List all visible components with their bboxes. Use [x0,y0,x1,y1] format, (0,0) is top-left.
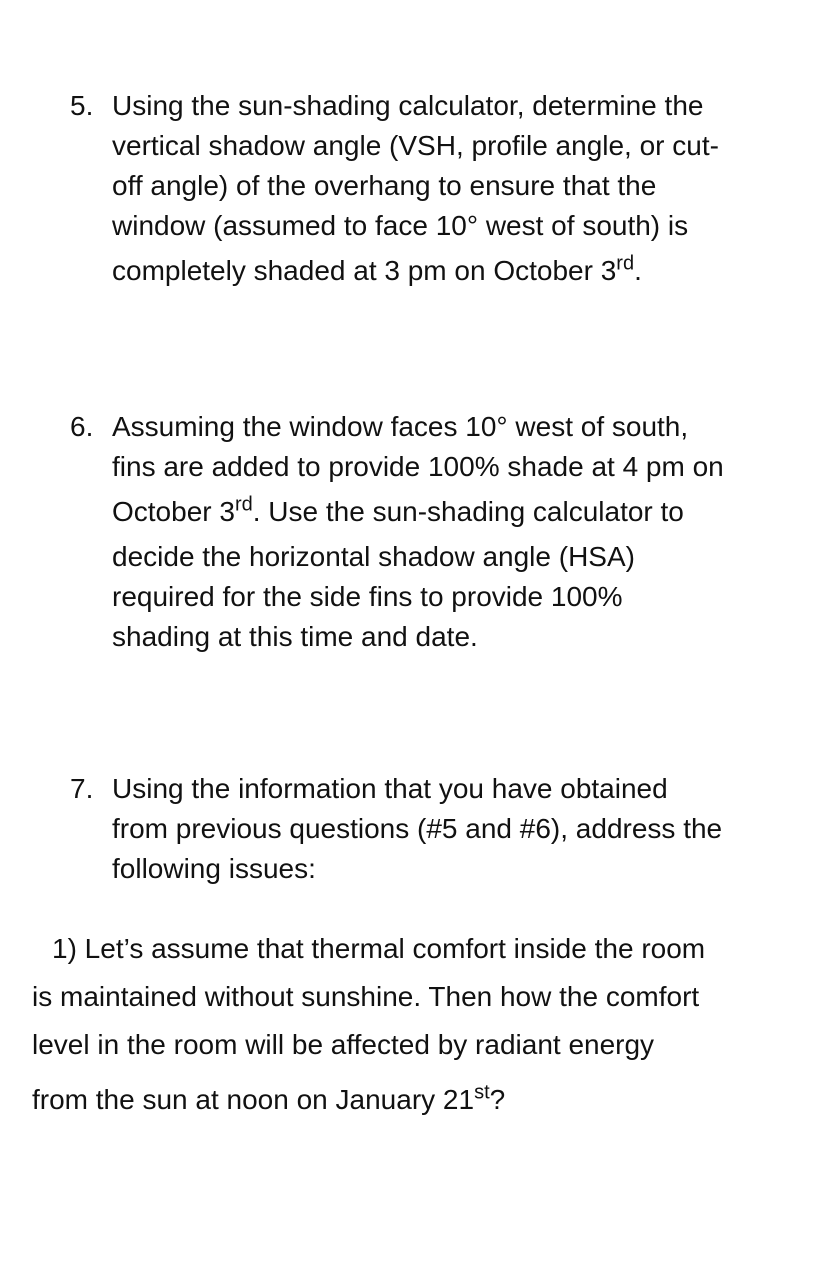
question-number: 5. [70,90,94,121]
question-text [112,407,810,657]
text-line: required for the side fins to provide 100% [112,581,623,612]
text-line: level in the room will be affected by radiant energy [32,1029,655,1060]
question-number: 7. [70,773,94,804]
ordinal-suffix: rd [616,252,635,275]
ordinal-suffix: st [474,1081,490,1104]
text-segment: . [634,255,642,286]
text-line: decide the horizontal shadow angle (HSA) [112,541,635,572]
text-segment: . Use the sun-shading calculator to [252,496,684,527]
text-line: Using the information that you have obtained [112,773,668,804]
text-line: vertical shadow angle (VSH, profile angle, or cut- [112,130,719,161]
text-line: Assuming the window faces 10° west of south, [112,411,689,442]
text-line: shading at this time and date. [112,621,478,652]
text-line: following issues: [112,853,316,884]
question-5 [70,86,810,296]
sub-question-1 [32,925,812,1131]
question-text [112,86,810,296]
text-segment: from the sun at noon on January 21 [32,1084,475,1115]
ordinal-suffix: rd [234,493,253,516]
text-line: fins are added to provide 100% shade at 4 pm on [112,451,724,482]
text-line: off angle) of the overhang to ensure that the [112,170,657,201]
text-line [112,246,810,296]
text-line [112,487,810,537]
text-segment: October 3 [112,496,235,527]
question-7 [70,769,810,889]
text-line [32,1069,812,1131]
text-line: 1) Let’s assume that thermal comfort inside the room [52,933,706,964]
text-line: window (assumed to face 10° west of south) is [112,210,689,241]
question-number: 6. [70,411,94,442]
text-line: is maintained without sunshine. Then how the comfort [32,981,700,1012]
text-segment: ? [489,1084,506,1115]
question-text [112,769,810,889]
text-segment: completely shaded at 3 pm on October 3 [112,255,617,286]
text-line: Using the sun-shading calculator, determine the [112,90,704,121]
text-line: from previous questions (#5 and #6), address the [112,813,723,844]
question-6 [70,407,810,657]
